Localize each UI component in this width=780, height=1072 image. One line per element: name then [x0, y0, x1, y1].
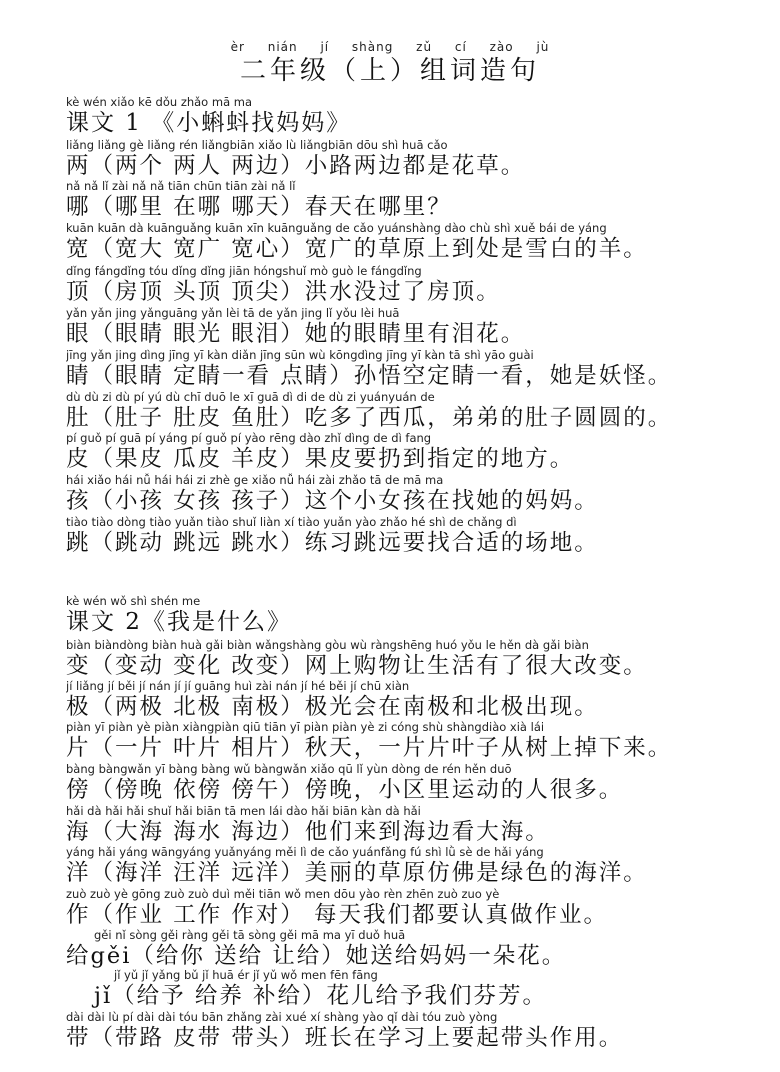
line-pinyin: pí guǒ pí guā pí yáng pí guǒ pí yào rēng dào zhǐ dìng de dì fang — [66, 431, 432, 445]
line-pinyin: gěi nǐ sòng gěi ràng gěi tā sòng gěi mā ma yī duǒ huā — [94, 928, 406, 942]
line-text: 顶（房顶 头顶 顶尖）洪水没过了房顶。 — [66, 279, 501, 305]
list-item — [66, 720, 766, 762]
line-pinyin: jí liǎng jí běi jí nán jí jí guāng huì zài nán jí hé běi jí chū xiàn — [66, 679, 410, 693]
line-text: 两（两个 两人 两边）小路两边都是花草。 — [66, 153, 526, 179]
line-text: 作（作业 工作 作对） 每天我们都要认真做作业。 — [66, 902, 608, 928]
line-pinyin: zuò zuò yè gōng zuò zuò duì měi tiān wǒ men dōu yào rèn zhēn zuò zuo yè — [66, 887, 500, 901]
list-item — [66, 762, 766, 804]
line-pinyin: kè wén wǒ shì shén me — [66, 594, 201, 608]
line-pinyin: yǎn yǎn jing yǎnguāng yǎn lèi tā de yǎn jing lǐ yǒu lèi huā — [66, 306, 400, 320]
line-pinyin: jīng yǎn jing dìng jīng yī kàn diǎn jīng sūn wù kōngdìng jīng yī kàn tā shì yāo guài — [66, 348, 534, 362]
list-item — [66, 887, 766, 929]
line-text: 眼（眼睛 眼光 眼泪）她的眼睛里有泪花。 — [66, 321, 526, 347]
list-item — [66, 515, 766, 557]
line-text: 傍（傍晚 依傍 傍午）傍晚，小区里运动的人很多。 — [66, 777, 624, 803]
list-item — [66, 638, 766, 680]
line-text: 跳（跳动 跳远 跳水）练习跳远要找合适的场地。 — [66, 530, 599, 556]
line-pinyin: piàn yī piàn yè piàn xiàngpiàn qiū tiān yī piàn piàn yè zi cóng shù shàngdiào xià lái — [66, 720, 545, 734]
list-item — [66, 264, 766, 306]
line-pinyin: hǎi dà hǎi hǎi shuǐ hǎi biān tā men lái dào hǎi biān kàn dà hǎi — [66, 804, 421, 818]
line-text: 带（带路 皮带 带头）班长在学习上要起带头作用。 — [66, 1025, 624, 1051]
line-text: 皮（果皮 瓜皮 羊皮）果皮要扔到指定的地方。 — [66, 446, 575, 472]
line-text: 睛（眼睛 定睛一看 点睛）孙悟空定睛一看，她是妖怪。 — [66, 363, 673, 389]
line-pinyin: tiào tiào dòng tiào yuǎn tiào shuǐ liàn xí tiào yuǎn yào zhǎo hé shì de chǎng dì — [66, 515, 517, 529]
line-text: 给gěi（给你 送给 让给）她送给妈妈一朵花。 — [66, 943, 567, 969]
line-text: 课文 1 《小蝌蚪找妈妈》 — [66, 110, 352, 136]
list-item — [66, 845, 766, 887]
list-item — [66, 679, 766, 721]
line-pinyin: bàng bàngwǎn yī bàng bàng wǔ bàngwǎn xiǎo qū lǐ yùn dòng de rén hěn duō — [66, 762, 512, 776]
line-text: 课文 2《我是什么》 — [66, 609, 292, 635]
line-pinyin: yáng hǎi yáng wāngyáng yuǎnyáng měi lì de cǎo yuánfǎng fú shì lǜ sè de hǎi yáng — [66, 845, 544, 859]
list-item — [66, 306, 766, 348]
line-pinyin: dù dù zi dù pí yú dù chī duō le xī guā dì di de dù zi yuányuán de — [66, 390, 435, 404]
list-item — [66, 138, 766, 180]
line-text: 洋（海洋 汪洋 远洋）美丽的草原仿佛是绿色的海洋。 — [66, 860, 648, 886]
list-item — [66, 804, 766, 846]
line-text: 片（一片 叶片 相片）秋天，一片片叶子从树上掉下来。 — [66, 735, 673, 761]
line-pinyin: nǎ nǎ lǐ zài nǎ nǎ tiān chūn tiān zài nǎ lǐ — [66, 179, 296, 193]
line-pinyin: dǐng fángdǐng tóu dǐng dǐng jiān hóngshuǐ mò guò le fángdǐng — [66, 264, 422, 278]
line-text: jǐ（给予 给养 补给）花儿给予我们芬芳。 — [94, 983, 547, 1009]
line-pinyin: liǎng liǎng gè liǎng rén liǎngbiān xiǎo lù liǎngbiān dōu shì huā cǎo — [66, 138, 448, 152]
list-item — [66, 1010, 766, 1052]
line-text: 变（变动 变化 改变）网上购物让生活有了很大改变。 — [66, 653, 648, 679]
page-title: 二年级（上）组词造句 — [239, 56, 540, 86]
line-pinyin: dài dài lù pí dài dài tóu bān zhǎng zài xué xí shàng yào qǐ dài tóu zuò yòng — [66, 1010, 498, 1024]
line-pinyin: kuān kuān dà kuānguǎng kuān xīn kuānguǎng de cǎo yuánshàng dào chù shì xuě bái de yáng — [66, 221, 607, 235]
line-text: 宽（宽大 宽广 宽心）宽广的草原上到处是雪白的羊。 — [66, 236, 648, 262]
line-text: 孩（小孩 女孩 孩子）这个小女孩在找她的妈妈。 — [66, 488, 599, 514]
list-item — [66, 390, 766, 432]
list-item — [66, 928, 766, 970]
line-pinyin: biàn biàndòng biàn huà gǎi biàn wǎngshàng gòu wù ràngshēng huó yǒu le hěn dà gǎi biàn — [66, 638, 589, 652]
title-pinyin: èr nián jí shàng zǔ cí zào jù — [230, 40, 550, 54]
line-pinyin: hái xiǎo hái nǚ hái hái zi zhè ge xiǎo nǚ hái zài zhǎo tā de mā ma — [66, 473, 444, 487]
title-block — [0, 40, 780, 86]
line-text: 肚（肚子 肚皮 鱼肚）吃多了西瓜，弟弟的肚子圆圆的。 — [66, 405, 673, 431]
list-item — [66, 348, 766, 390]
lesson-1-header — [66, 95, 766, 137]
lesson-2-header — [66, 594, 766, 636]
list-item — [66, 221, 766, 263]
line-pinyin: jǐ yǔ jǐ yǎng bǔ jǐ huā ér jǐ yǔ wǒ men fēn fāng — [114, 968, 378, 982]
list-item — [66, 431, 766, 473]
line-pinyin: kè wén xiǎo kē dǒu zhǎo mā ma — [66, 95, 253, 109]
list-item — [66, 473, 766, 515]
line-text: 海（大海 海水 海边）他们来到海边看大海。 — [66, 819, 550, 845]
line-text: 极（两极 北极 南极）极光会在南极和北极出现。 — [66, 694, 599, 720]
list-item — [66, 968, 766, 1010]
list-item — [66, 179, 766, 221]
line-text: 哪（哪里 在哪 哪天）春天在哪里？ — [66, 194, 452, 220]
